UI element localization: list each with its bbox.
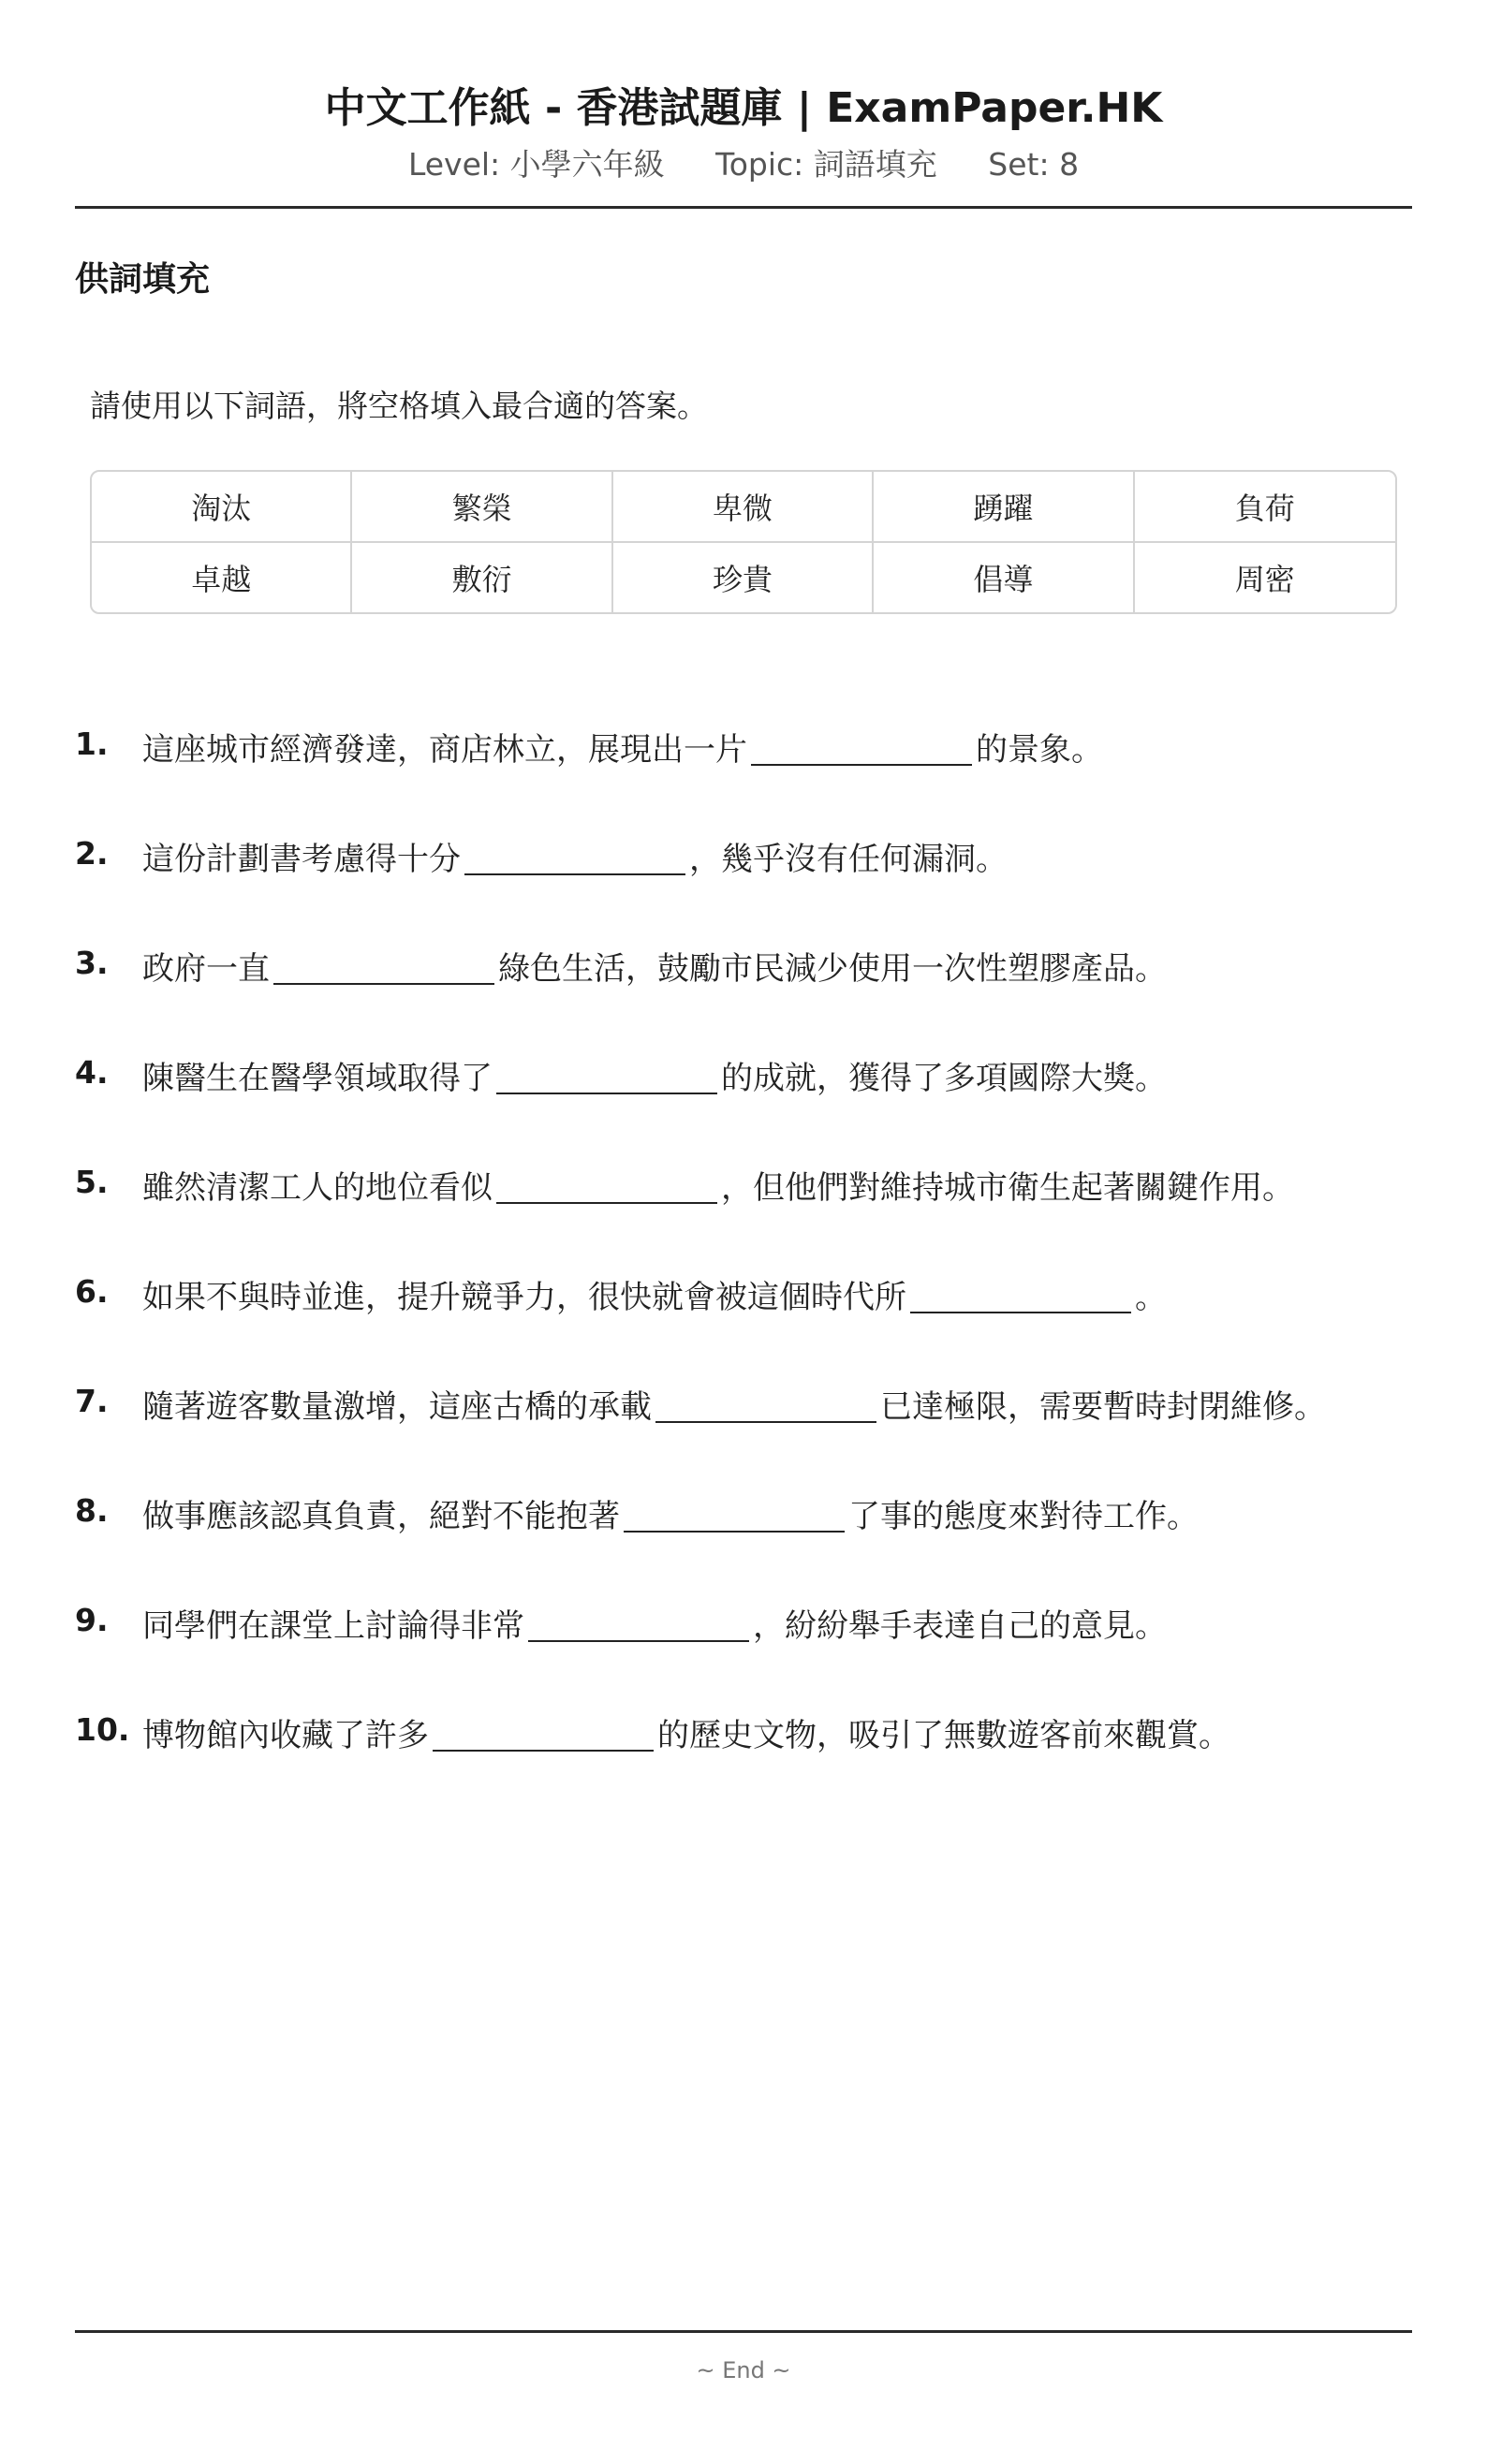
question-number: 8. <box>75 1492 109 1529</box>
level-label: Level: 小學六年級 <box>407 146 665 183</box>
question-text-before: 隨著遊客數量激增，這座古橋的承載 <box>142 1388 652 1426</box>
answer-blank[interactable] <box>496 1168 717 1204</box>
question-text-before: 政府一直 <box>142 950 270 988</box>
question-text-after: ，但他們對維持城市衛生起著關鍵作用。 <box>721 1169 1294 1207</box>
header-divider <box>75 206 1412 209</box>
question-text <box>142 936 1167 1002</box>
word-bank-row <box>92 472 1395 543</box>
question-text <box>142 1593 1167 1659</box>
question-text <box>142 827 1008 892</box>
question-text-after: 的景象。 <box>976 731 1103 769</box>
question-text <box>142 1703 1230 1768</box>
word-bank-row <box>92 543 1395 612</box>
topic-label: Topic: 詞語填充 <box>715 146 937 183</box>
question-text-before: 博物館內收藏了許多 <box>142 1717 429 1754</box>
word-bank-cell: 踴躍 <box>874 472 1134 543</box>
question-text-after: 。 <box>1135 1279 1167 1316</box>
question-text-after: 了事的態度來對待工作。 <box>848 1498 1199 1535</box>
answer-blank[interactable] <box>464 840 685 875</box>
question-text <box>142 1484 1199 1549</box>
question-number: 1. <box>75 726 109 762</box>
word-bank-cell: 負荷 <box>1135 472 1395 543</box>
question-list <box>75 711 1412 1807</box>
worksheet-title: 中文工作紙 - 香港試題庫 | ExamPaper.HK <box>324 84 1163 132</box>
worksheet-page <box>75 0 1412 2464</box>
answer-blank[interactable] <box>910 1278 1131 1313</box>
question-text-after: 綠色生活，鼓勵市民減少使用一次性塑膠產品。 <box>498 950 1167 988</box>
question-number: 5. <box>75 1164 109 1200</box>
word-bank-cell: 周密 <box>1234 562 1295 597</box>
word-bank-cell: 卓越 <box>92 543 352 612</box>
question-text-after: ，幾乎沒有任何漏洞。 <box>689 841 1008 878</box>
question-text-before: 陳醫生在醫學領域取得了 <box>142 1060 493 1097</box>
question-item <box>75 1369 1412 1478</box>
question-text <box>142 1155 1294 1221</box>
question-text <box>142 717 1103 783</box>
worksheet-header <box>75 0 1412 185</box>
question-item <box>75 711 1412 821</box>
question-text-before: 這座城市經濟發達，商店林立，展現出一片 <box>142 731 747 769</box>
question-text <box>142 1046 1167 1111</box>
question-item <box>75 821 1412 931</box>
question-item <box>75 1588 1412 1697</box>
answer-blank[interactable] <box>528 1606 749 1642</box>
answer-blank[interactable] <box>273 949 494 985</box>
question-number: 4. <box>75 1054 109 1091</box>
section-title: 供詞填充 <box>75 260 211 299</box>
word-bank-cell: 淘汰 <box>92 472 352 543</box>
question-item <box>75 1697 1412 1807</box>
question-text-before: 如果不與時並進，提升競爭力，很快就會被這個時代所 <box>142 1279 906 1316</box>
question-text-before: 同學們在課堂上討論得非常 <box>142 1607 524 1645</box>
question-text-before: 做事應該認真負責，絕對不能抱著 <box>142 1498 620 1535</box>
question-item <box>75 1259 1412 1369</box>
question-number: 6. <box>75 1273 109 1310</box>
question-item <box>75 931 1412 1040</box>
word-bank-cell: 敷衍 <box>352 543 612 612</box>
question-text-after: 的成就，獲得了多項國際大獎。 <box>721 1060 1167 1097</box>
question-item <box>75 1478 1412 1588</box>
instruction-text: 請使用以下詞語，將空格填入最合適的答案。 <box>90 388 708 424</box>
question-text <box>142 1265 1167 1330</box>
question-number: 10. <box>75 1711 130 1748</box>
word-bank-cell: 珍貴 <box>613 543 874 612</box>
set-label: Set: 8 <box>988 146 1080 183</box>
question-item <box>75 1040 1412 1150</box>
question-text-before: 這份計劃書考慮得十分 <box>142 841 461 878</box>
answer-blank[interactable] <box>624 1497 845 1533</box>
footer-divider <box>75 2330 1412 2333</box>
worksheet-meta <box>75 144 1412 185</box>
answer-blank[interactable] <box>655 1387 876 1423</box>
answer-blank[interactable] <box>433 1716 654 1752</box>
answer-blank[interactable] <box>751 730 972 766</box>
word-bank-table <box>90 470 1397 614</box>
word-bank-cell: 卑微 <box>613 472 874 543</box>
question-number: 9. <box>75 1602 109 1638</box>
word-bank-cell: 繁榮 <box>352 472 612 543</box>
footer-end-marker: ~ End ~ <box>696 2357 791 2383</box>
question-item <box>75 1150 1412 1259</box>
question-text-before: 雖然清潔工人的地位看似 <box>142 1169 493 1207</box>
word-bank-cell: 倡導 <box>874 543 1134 612</box>
question-number: 7. <box>75 1383 109 1419</box>
question-text-after: 的歷史文物，吸引了無數遊客前來觀賞。 <box>657 1717 1230 1754</box>
question-number: 2. <box>75 835 109 872</box>
answer-blank[interactable] <box>496 1059 717 1094</box>
question-text <box>142 1374 1326 1440</box>
question-text-after: 已達極限，需要暫時封閉維修。 <box>880 1388 1326 1426</box>
question-text-after: ，紛紛舉手表達自己的意見。 <box>753 1607 1167 1645</box>
question-number: 3. <box>75 945 109 981</box>
